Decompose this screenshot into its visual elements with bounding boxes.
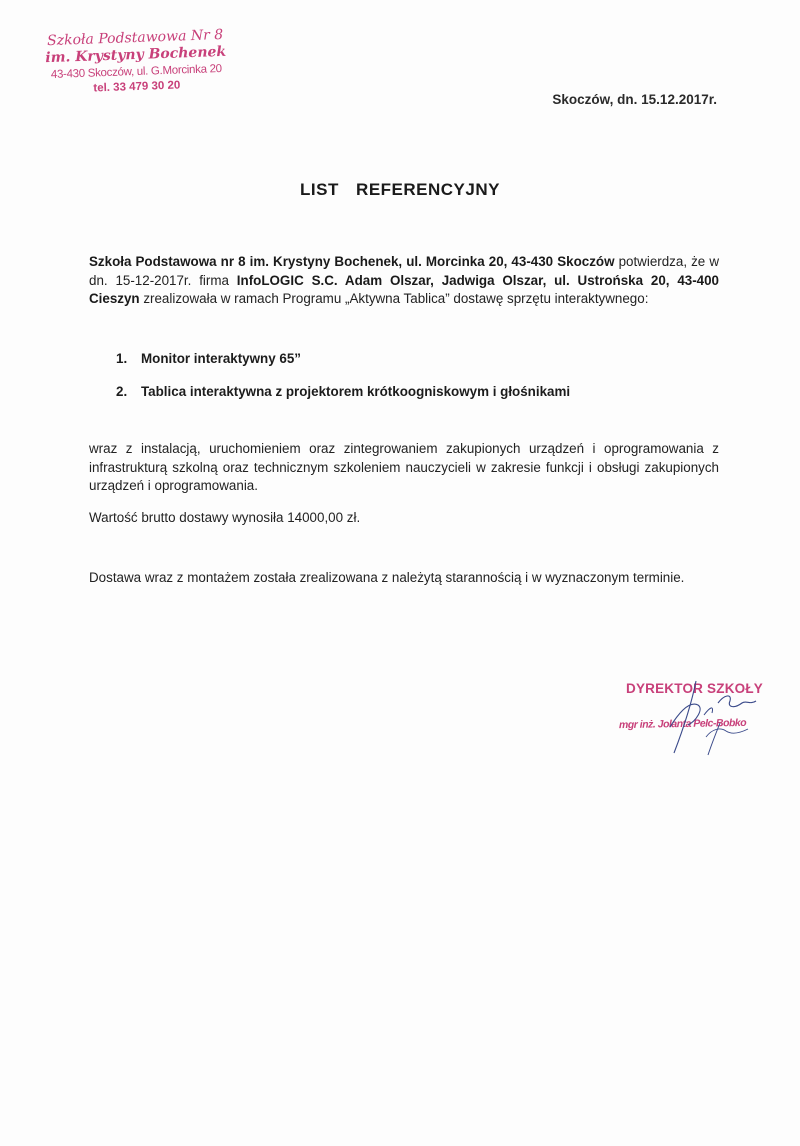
signature-block [600,675,790,765]
delivered-items-list [116,350,570,416]
intro-text-1: potwierdza, że w dn. 15-12-2017r. firma [89,254,719,288]
work-paragraph: wraz z instalacją, uruchomieniem oraz zintegrowaniem zakupionych urządzeń i oprogramowania z infrastrukturą szkolną oraz technicznym szkoleniem nauczycieli w zakresie funkcji i obsługi zakupionych urządzeń i oprogramowania. [89,441,719,493]
final-paragraph: Dostawa wraz z montażem została zrealizowana z należytą starannością i w wyznaczonym terminie. [89,570,685,585]
school-stamp [35,27,237,99]
value-paragraph: Wartość brutto dostawy wynosiła 14000,00 zł. [89,510,361,525]
list-item-label: Tablica interaktywna z projektorem krótkoogniskowym i głośnikami [141,384,571,399]
list-item-number: 1. [116,351,128,366]
stamp-patron: im. Krystyny Bochenek [45,43,227,67]
handwritten-signature [600,675,790,765]
stamp-phone: tel. 33 479 30 20 [93,79,181,95]
signature-name: mgr inż. Jolanta Pelc-Bobko [618,716,747,732]
list-item [116,383,570,416]
intro-text-2: zrealizowała w ramach Programu „Aktywna Tablica” dostawę sprzętu interaktywnego: [139,291,649,306]
document-title: LIST REFERENCYJNY [300,180,500,199]
list-item-label: Monitor interaktywny 65” [141,351,301,366]
stamp-address: 43-430 Skoczów, ul. G.Morcinka 20 [50,63,222,81]
school-name: Szkoła Podstawowa nr 8 im. Krystyny Bochenek, ul. Morcinka 20, 43-430 Skoczów [89,254,615,269]
list-item [116,350,570,383]
signature-role: DYREKTOR SZKOŁY [626,681,764,696]
list-item-number: 2. [116,384,128,399]
stamp-school-name: Szkoła Podstawowa Nr 8 [46,26,224,50]
company-name: InfoLOGIC S.C. Adam Olszar, Jadwiga Olszar, ul. Ustrońska 20, 43-400 Cieszyn [89,272,720,306]
place-date: Skoczów, dn. 15.12.2017r. [552,92,717,107]
intro-paragraph [89,253,719,309]
